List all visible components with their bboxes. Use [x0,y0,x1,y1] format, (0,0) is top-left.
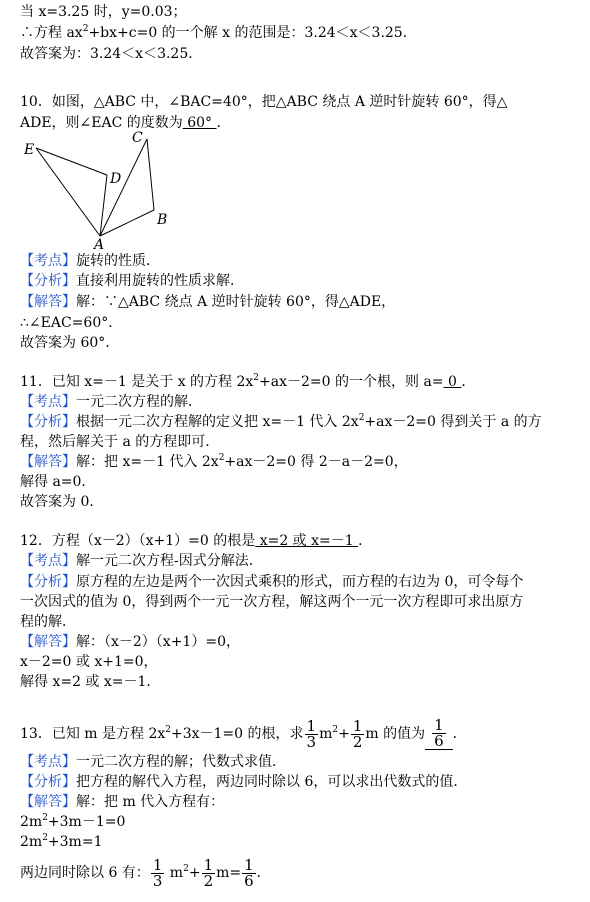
kaodian-tag: 【考点】 [20,553,76,569]
text: +3m－1=0 [47,814,126,830]
numerator: 1 [244,855,254,874]
q12-answer: x=2 或 x=－1 [255,533,359,549]
q12-fenxi [20,573,523,591]
q12-line1 [20,532,372,550]
text: ． [216,115,231,131]
jieda-tag: 【解答】 [20,294,76,310]
text: ． [256,865,271,881]
q13-line1 [20,718,467,750]
q13-step3 [20,857,271,889]
label-A: A [94,237,105,250]
text: +bx+c=0 的一个解 x 的范围是：3.24＜x＜3.25． [88,25,417,41]
text: 11．已知 x=－1 是关于 x 的方程 2x [20,374,254,390]
q13-jieda [20,793,224,811]
text: 一元二次方程的解． [76,394,202,410]
text: +ax－2=0 得到关于 a 的方 [364,414,542,430]
text: 解：把 x=－1 代入 2x [76,454,219,470]
text: 13．已知 m 是方程 2x [20,726,166,742]
text: m [165,865,184,881]
text: +3x－1=0 的根，求 [170,726,304,742]
label-B: B [157,212,168,228]
line-range-statement [20,24,417,42]
denominator: 6 [434,732,444,750]
superscript: 2 [82,24,89,34]
text: ． [358,533,373,549]
q13-kaodian [20,753,286,771]
text: 解：（x－2）（x+1）=0， [76,634,240,650]
text: + [188,865,201,881]
fenxi-tag: 【分析】 [20,273,76,289]
jieda-tag: 【解答】 [20,634,76,650]
superscript: 2 [165,725,171,735]
q12-step1: x－2=0 或 x+1=0， [20,654,158,670]
numerator: 1 [306,716,317,735]
superscript: 2 [332,725,339,735]
text: +ax－2=0 得 2－a－2=0， [224,454,408,470]
q11-line1 [20,373,475,391]
text: +3m=1 [47,834,103,850]
rotation-figure [18,130,178,250]
kaodian-tag: 【考点】 [20,754,76,770]
numerator: 1 [203,855,214,874]
text: 一元二次方程的解；代数式求值． [76,754,286,770]
numerator: 1 [352,716,363,735]
q10-final: 故答案为 60°． [20,335,120,351]
fenxi-tag: 【分析】 [20,414,76,430]
q11-final: 故答案为 0． [20,494,104,510]
q12-kaodian [20,552,263,570]
q12-fenxi2: 一次因式的值为 0，得到两个一元一次方程，解这两个一元一次方程即可求出原方 [20,594,524,610]
q11-jieda [20,453,408,471]
kaodian-tag: 【考点】 [20,253,76,269]
numerator: 1 [152,855,163,874]
text: + [338,726,350,742]
line-answer-range: 故答案为：3.24＜x＜3.25． [20,46,203,62]
segment-AB [100,210,154,236]
superscript: 2 [253,373,260,383]
line-x-325: 当 x=3.25 时，y=0.03； [20,4,187,20]
text: ∴方程 ax [20,25,83,41]
q10-answer: 60° [182,115,217,131]
superscript: 2 [218,453,225,463]
superscript: 2 [358,413,365,423]
text: 根据一元二次方程解的定义把 x=－1 代入 2x [76,414,359,430]
text: m [319,726,333,742]
jieda-tag: 【解答】 [20,454,76,470]
q10-jieda [20,293,395,311]
fraction-one-sixth [432,718,446,749]
q13-step2 [20,833,102,851]
text: m 的值为 [365,726,426,742]
text: 12．方程（x－2）（x+1）=0 的根是 [20,533,256,549]
text: m= [216,865,242,881]
label-E: E [24,142,35,158]
q12-jieda [20,633,240,651]
q10-kaodian [20,252,160,270]
denominator: 3 [306,732,317,751]
superscript: 2 [42,833,48,843]
denominator: 2 [203,871,214,890]
numerator: 1 [434,716,444,734]
q12-fenxi3: 程的解． [20,614,76,630]
text: 解一元二次方程-因式分解法． [76,553,263,569]
text: 直接利用旋转的性质求解． [76,273,244,289]
q13-answer [425,718,453,750]
text: 两边同时除以 6 有： [20,865,150,881]
text: 原方程的左边是两个一次因式乘积的形式，而方程的右边为 0，可令每个 [76,574,524,590]
jieda-tag: 【解答】 [20,794,76,810]
text: 旋转的性质． [76,253,160,269]
q13-fenxi [20,773,467,791]
label-C: C [132,130,143,146]
denominator: 3 [152,871,163,890]
q11-step1: 解得 a=0． [20,474,96,490]
text: 把方程的解代入方程，两边同时除以 6，可以求出代数式的值． [76,774,468,790]
q12-step2: 解得 x=2 或 x=－1． [20,674,161,690]
fraction-one-sixth [242,855,256,890]
text: ADE，则∠EAC 的度数为 [20,115,183,131]
fenxi-tag: 【分析】 [20,774,76,790]
fraction-one-half [351,716,365,751]
fraction-one-half [202,855,216,890]
q11-fenxi2: 程，然后解关于 a 的方程即可． [20,434,220,450]
segment-AC [100,139,147,236]
q10-fenxi [20,272,244,290]
fenxi-tag: 【分析】 [20,574,76,590]
text: ． [461,374,476,390]
text: 2m [20,834,43,850]
fraction-one-third [305,716,319,751]
q10-line1: 10．如图，△ABC 中，∠BAC=40°，把△ABC 绕点 A 逆时针旋转 60°，得△ [20,94,508,110]
q10-step1: ∴∠EAC=60°． [20,315,123,331]
superscript: 2 [42,813,48,823]
q11-answer: 0 [443,374,462,390]
segment-AE [36,148,100,236]
denominator: 2 [352,732,363,751]
segment-CB [147,139,154,210]
segment-ED [36,148,107,175]
kaodian-tag: 【考点】 [20,394,76,410]
text: +ax－2=0 的一个根，则 a= [259,374,444,390]
segment-AD [100,175,107,236]
q11-fenxi [20,413,542,431]
q11-kaodian [20,393,202,411]
denominator: 6 [244,871,254,890]
fraction-one-third [151,855,165,890]
q13-step1 [20,813,125,831]
text: ． [452,726,467,742]
text: 解：∵△ABC 绕点 A 逆时针旋转 60°，得△ADE， [76,294,396,310]
text: 2m [20,814,43,830]
label-D: D [110,171,122,187]
text: 解：把 m 代入方程有： [76,794,225,810]
superscript: 2 [183,864,189,874]
